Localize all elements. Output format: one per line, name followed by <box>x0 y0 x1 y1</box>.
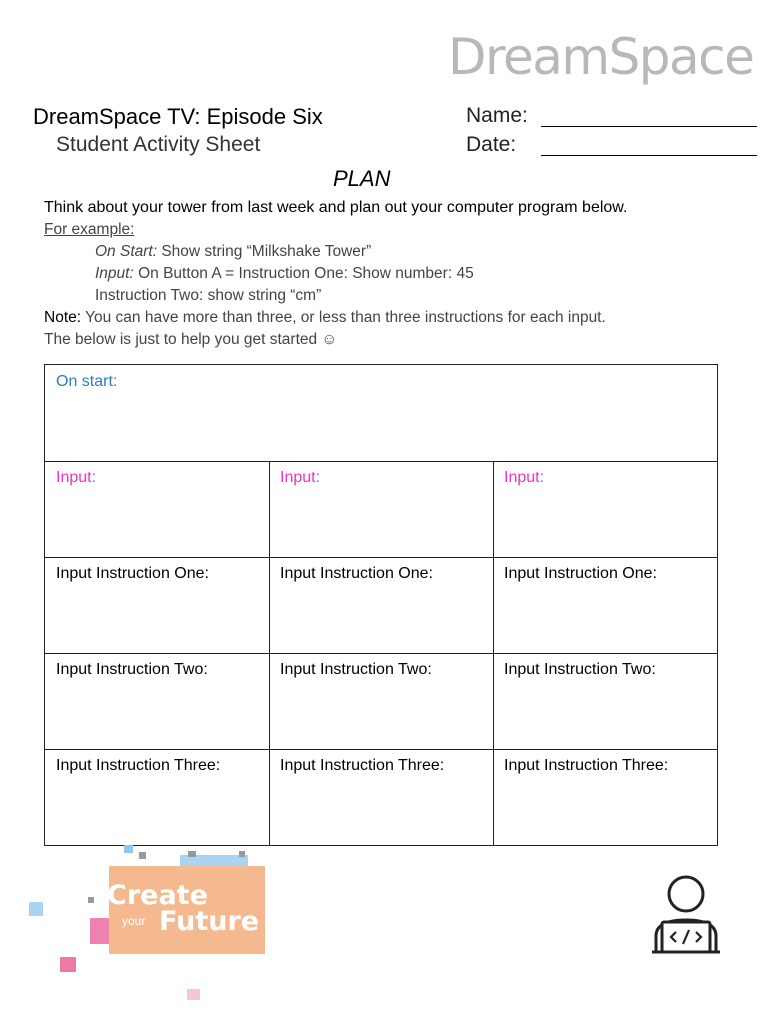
example-text: Instruction Two: show string “cm” <box>95 287 322 304</box>
date-field-line[interactable] <box>541 155 757 156</box>
decorative-square <box>124 845 133 853</box>
page-title: DreamSpace TV: Episode Six <box>33 104 323 129</box>
note-text <box>44 309 606 327</box>
decorative-square <box>239 851 245 857</box>
example-line-2 <box>95 265 474 283</box>
instruction-three-cell-2[interactable]: Input Instruction Three: <box>280 757 445 774</box>
on-start-cell[interactable]: On start: <box>56 373 118 390</box>
input-cell-2[interactable]: Input: <box>280 469 321 486</box>
decorative-square <box>187 989 200 1000</box>
example-line-3 <box>95 287 321 305</box>
note-body: You can have more than three, or less than three instructions for each input. <box>81 309 606 326</box>
instruction-three-cell-1[interactable]: Input Instruction Three: <box>56 757 221 774</box>
decorative-square <box>88 897 94 903</box>
dreamspace-logo: DreamSpace <box>448 28 754 86</box>
coder-icon <box>648 874 724 956</box>
date-label: Date: <box>466 133 517 156</box>
helper-text: The below is just to help you get started ☺ <box>44 331 338 348</box>
badge-your-text: your <box>122 914 146 928</box>
instruction-one-cell-2[interactable]: Input Instruction One: <box>280 565 433 582</box>
input-cell-1[interactable]: Input: <box>56 469 97 486</box>
badge-create-text: Create <box>107 880 208 911</box>
instruction-one-cell-1[interactable]: Input Instruction One: <box>56 565 209 582</box>
instruction-three-cell-3[interactable]: Input Instruction Three: <box>504 757 669 774</box>
name-label: Name: <box>466 104 528 127</box>
instruction-one-cell-3[interactable]: Input Instruction One: <box>504 565 657 582</box>
example-prefix: On Start: <box>95 243 158 260</box>
name-field-line[interactable] <box>541 126 757 127</box>
decorative-square <box>139 852 146 859</box>
decorative-square <box>29 902 43 916</box>
example-text: On Button A = Instruction One: Show number: 45 <box>133 265 474 282</box>
plan-heading: PLAN <box>333 166 391 191</box>
instruction-two-cell-1[interactable]: Input Instruction Two: <box>56 661 208 678</box>
example-line-1 <box>95 243 371 261</box>
instruction-two-cell-2[interactable]: Input Instruction Two: <box>280 661 432 678</box>
example-prefix: Input: <box>95 265 134 282</box>
decorative-square <box>60 957 76 972</box>
intro-text: Think about your tower from last week and plan out your computer program below. <box>44 199 628 216</box>
instruction-two-cell-3[interactable]: Input Instruction Two: <box>504 661 656 678</box>
decorative-square <box>188 851 196 857</box>
note-label: Note: <box>44 309 82 326</box>
plan-table <box>44 364 718 846</box>
page-subtitle: Student Activity Sheet <box>56 133 261 156</box>
input-cell-3[interactable]: Input: <box>504 469 545 486</box>
badge-future-text: Future <box>159 906 260 937</box>
example-label: For example: <box>44 221 135 238</box>
example-text: Show string “Milkshake Tower” <box>157 243 372 260</box>
